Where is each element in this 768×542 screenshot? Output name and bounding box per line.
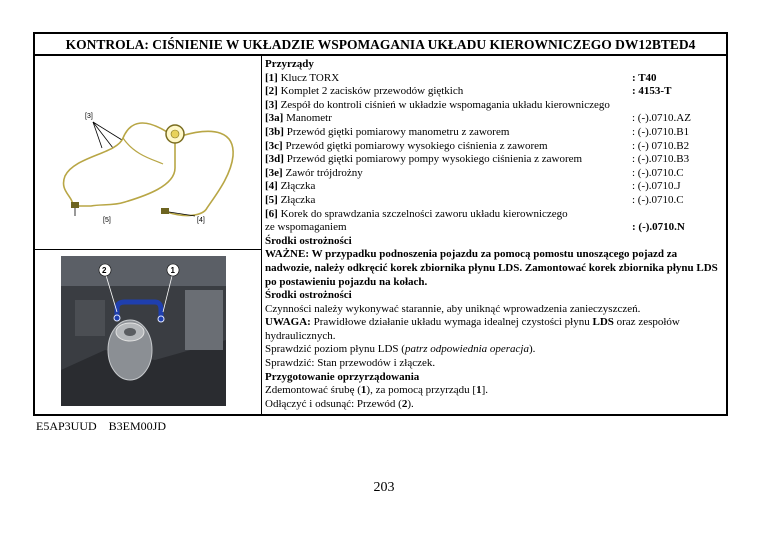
leader-line-3a xyxy=(93,122,113,148)
tool-ref: [3d] xyxy=(265,153,284,166)
tool-diagram-cell xyxy=(35,56,261,250)
engine-bay-photo xyxy=(35,250,261,414)
label-4: [4] xyxy=(197,217,205,224)
tool-item xyxy=(265,153,725,167)
tool-item xyxy=(265,126,725,140)
tool-item xyxy=(265,180,725,194)
check-level xyxy=(265,343,725,357)
tool-code: : 4153-T xyxy=(632,85,672,98)
tool-name: Przewód giętki pomiarowy manometru z zaworem xyxy=(286,125,510,138)
tool-item xyxy=(265,72,725,86)
document-reference: E5AP3UUD B3EM00JD xyxy=(36,419,167,433)
tool-code: : (-).0710.C xyxy=(632,193,684,206)
fitting-4-icon xyxy=(161,208,169,214)
precautions-heading: Środki ostrożności xyxy=(265,234,352,247)
prep1-screw: 1 xyxy=(360,384,367,397)
important-label: WAŻNE: xyxy=(265,248,310,261)
hose-right xyxy=(167,131,233,215)
tool-ref: [4] xyxy=(265,180,278,193)
tool-item xyxy=(265,140,725,154)
tool-code: : (-).0710.J xyxy=(632,180,681,193)
engine-photo-cell xyxy=(35,250,261,414)
photo-left-part xyxy=(75,300,105,336)
tool-name: Przewód giętki pomiarowy pompy wysokiego ciśnienia z zaworem xyxy=(286,153,583,166)
tool-item xyxy=(265,208,725,222)
photo-top-area xyxy=(61,256,226,286)
figures-column xyxy=(35,56,262,414)
check-level-link: patrz odpowiednia operacja xyxy=(404,343,529,356)
tool-ref: [3c] xyxy=(265,139,283,152)
tool-name: Klucz TORX xyxy=(280,71,340,84)
instructions-column xyxy=(265,58,725,414)
leader-line-3c xyxy=(93,122,122,140)
tool-code: : (-).0710.N xyxy=(632,221,685,234)
prep2-text: Odłączyć i odsunąć: Przewód ( xyxy=(265,397,402,410)
reservoir-cap-center xyxy=(124,328,136,336)
tool-code: : (-).0710.B3 xyxy=(632,153,690,166)
tool-name: Zawór trójdrożny xyxy=(285,166,363,179)
tool-code: : (-).0710.B1 xyxy=(632,125,690,138)
callout-1-label: 1 xyxy=(170,266,175,275)
tools-heading: Przyrządy xyxy=(265,58,314,70)
tool-name: Korek do sprawdzania szczelności zaworu układu kierowniczego xyxy=(280,207,568,220)
prep2-hose: 2 xyxy=(401,397,408,410)
label-5: [5] xyxy=(103,217,111,224)
tool-code: : T40 xyxy=(632,71,657,84)
tool-ref: [6] xyxy=(265,207,278,220)
check-level-text: Sprawdzić poziom płynu LDS ( xyxy=(265,343,405,356)
check-level-end: ). xyxy=(529,343,536,356)
manometer-dial xyxy=(171,130,179,138)
prep1-text-2: ), za pomocą przyrządu [ xyxy=(366,384,477,397)
caution-label: UWAGA: xyxy=(265,316,311,329)
hose-end xyxy=(158,316,164,322)
prep2-end: ). xyxy=(407,397,414,410)
tool-name: Manometr xyxy=(286,112,332,125)
tool-ref: [3b] xyxy=(265,125,284,138)
tool-ref: [1] xyxy=(265,71,278,84)
fitting-5-icon xyxy=(71,202,79,208)
caution-text-1: Prawidłowe działanie układu wymaga idealnej czystości płynu xyxy=(313,316,590,329)
caution-text-2: oraz zespołów hydraulicznych. xyxy=(265,316,680,342)
prep1-end: ]. xyxy=(481,384,488,397)
tool-item xyxy=(265,112,725,126)
prep-step-1 xyxy=(265,384,725,398)
tool-name: Komplet 2 zacisków przewodów giętkich xyxy=(280,85,464,98)
tool-ref: [5] xyxy=(265,193,278,206)
tool-name: Złączka xyxy=(280,180,316,193)
prep1-tool: 1 xyxy=(476,384,482,397)
care-text: Czynności należy wykonywać starannie, aby uniknąć wprowadzenia zanieczyszczeń. xyxy=(265,302,641,315)
pressure-gauge-kit-diagram xyxy=(35,56,261,250)
leader-line-3b xyxy=(93,122,102,148)
screw-1 xyxy=(114,315,120,321)
label-3: [3] xyxy=(85,113,93,120)
tool-code: : (-) 0710.B2 xyxy=(632,139,690,152)
tool-name: Przewód giętki pomiarowy wysokiego ciśnienia z zaworem xyxy=(285,139,548,152)
caution-note xyxy=(265,316,725,343)
tool-code: : (-).0710.AZ xyxy=(632,112,691,125)
tool-item xyxy=(265,194,725,208)
precautions-heading-2: Środki ostrożności xyxy=(265,289,352,302)
prep1-text: Zdemontować śrubę ( xyxy=(265,384,361,397)
tool-item xyxy=(265,85,725,99)
tool-item xyxy=(265,99,725,113)
tool-item-continued xyxy=(265,221,725,235)
tool-item xyxy=(265,167,725,181)
hose-branch xyxy=(123,138,163,164)
caution-bold: LDS xyxy=(592,316,614,329)
tool-ref: [2] xyxy=(265,85,278,98)
tool-ref: [3a] xyxy=(265,112,284,125)
tool-name: Zespół do kontroli ciśnień w układzie wspomagania układu kierowniczego xyxy=(280,98,610,111)
important-text: W przypadku podnoszenia pojazdu za pomocą pomostu unoszącego pojazd za nadwozie, należy odkręcić korek zbiornika płynu LDS. Zamontować korek zbiornika płynu LDS po postawieniu pojazdu na kołach. xyxy=(265,248,718,288)
page-title: KONTROLA: CIŚNIENIE W UKŁADZIE WSPOMAGANIA UKŁADU KIEROWNICZEGO DW12BTED4 xyxy=(35,34,726,56)
tool-name: Złączka xyxy=(280,193,316,206)
prep-heading: Przygotowanie oprzyrządowania xyxy=(265,370,420,383)
important-note xyxy=(265,248,725,289)
tool-code: : (-).0710.C xyxy=(632,166,684,179)
hose-left xyxy=(64,123,173,206)
tool-ref: [3] xyxy=(265,98,278,111)
tool-ref: [3e] xyxy=(265,166,283,179)
procedure-frame xyxy=(33,32,728,416)
callout-2-label: 2 xyxy=(102,266,107,275)
tools-list xyxy=(265,72,725,208)
check-state: Sprawdzić: Stan przewodów i złączek. xyxy=(265,357,436,370)
hose-lower xyxy=(77,142,175,206)
tool-name-cont: ze wspomaganiem xyxy=(265,221,347,234)
photo-right-part xyxy=(185,290,223,350)
page-number: 203 xyxy=(373,480,395,495)
prep-step-2 xyxy=(265,398,725,412)
